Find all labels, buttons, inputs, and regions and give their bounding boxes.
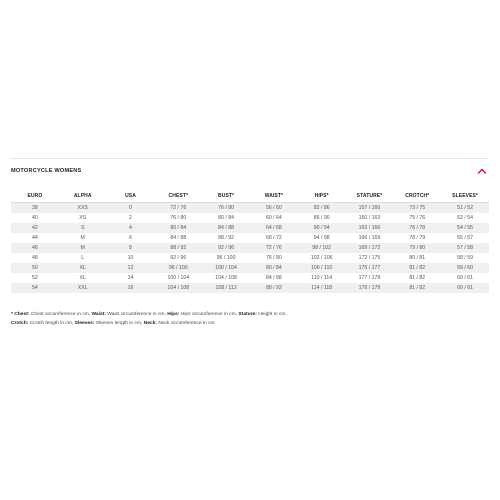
table-cell: S	[59, 223, 107, 233]
table-row	[11, 283, 489, 293]
table-row	[11, 203, 489, 214]
table-row	[11, 273, 489, 283]
footnote-definition: Crotch length in cm,	[28, 321, 75, 326]
table-cell: 76 / 80	[250, 253, 298, 263]
table-cell: 82 / 86	[298, 203, 346, 214]
table-cell: 92 / 96	[202, 243, 250, 253]
table-cell: 81 / 82	[393, 263, 441, 273]
table-cell: 80 / 84	[250, 263, 298, 273]
table-row	[11, 223, 489, 233]
table-cell: M	[59, 233, 107, 243]
table-cell: 90 / 94	[298, 223, 346, 233]
table-cell: 44	[11, 233, 59, 243]
section-title: MOTORCYCLE WOMENS	[11, 168, 82, 174]
table-cell: 60 / 64	[250, 213, 298, 223]
section-header[interactable]	[11, 166, 489, 178]
table-cell: 58 / 59	[441, 253, 489, 263]
table-cell: 56 / 60	[250, 203, 298, 214]
table-cell: 14	[107, 273, 155, 283]
table-cell: 106 / 110	[298, 263, 346, 273]
top-divider	[11, 158, 489, 159]
table-cell: XS	[59, 213, 107, 223]
column-header: ALPHA	[59, 190, 107, 203]
footnote-term: Stature:	[238, 312, 257, 317]
table-cell: 84 / 88	[154, 233, 202, 243]
table-cell: 79 / 80	[393, 243, 441, 253]
table-cell: 108 / 112	[202, 283, 250, 293]
footnote-term: Sleeves:	[74, 321, 95, 326]
table-cell: 175 / 177	[346, 263, 394, 273]
table-cell: 54	[11, 283, 59, 293]
table-cell: 177 / 178	[346, 273, 394, 283]
table-cell: 94 / 98	[298, 233, 346, 243]
table-cell: XL	[59, 263, 107, 273]
table-cell: 163 / 166	[346, 223, 394, 233]
table-cell: 50	[11, 263, 59, 273]
table-cell: 76 / 78	[393, 223, 441, 233]
table-cell: 172 / 175	[346, 253, 394, 263]
table-cell: 52 / 54	[441, 213, 489, 223]
table-row	[11, 233, 489, 243]
table-cell: 8	[107, 243, 155, 253]
table-cell: 52	[11, 273, 59, 283]
table-cell: 76 / 80	[154, 213, 202, 223]
table-cell: 100 / 104	[202, 263, 250, 273]
column-header: EURO	[11, 190, 59, 203]
column-header: HIPS*	[298, 190, 346, 203]
table-cell: 55 / 57	[441, 233, 489, 243]
table-row	[11, 213, 489, 223]
column-header: CROTCH*	[393, 190, 441, 203]
table-cell: 84 / 88	[250, 273, 298, 283]
table-cell: 10	[107, 253, 155, 263]
table-cell: 12	[107, 263, 155, 273]
table-cell: 6	[107, 233, 155, 243]
size-table	[11, 190, 489, 293]
footnote	[11, 310, 489, 328]
table-cell: 81 / 82	[393, 273, 441, 283]
table-cell: 40	[11, 213, 59, 223]
footnote-definition: Sleeves length in cm,	[94, 321, 144, 326]
footnote-term: Waist:	[91, 312, 106, 317]
table-cell: 84 / 88	[202, 223, 250, 233]
table-cell: 42	[11, 223, 59, 233]
table-cell: 59 / 60	[441, 263, 489, 273]
column-header: CHEST*	[154, 190, 202, 203]
table-cell: 4	[107, 223, 155, 233]
footnote-definition: Chest circumference in cm,	[29, 312, 92, 317]
table-cell: 51 / 52	[441, 203, 489, 214]
chevron-up-icon[interactable]	[477, 167, 487, 175]
footnote-definition: Hips circumference in cm,	[179, 312, 239, 317]
table-row	[11, 243, 489, 253]
footnote-term: * Chest:	[11, 312, 30, 317]
table-cell: 64 / 68	[250, 223, 298, 233]
table-row	[11, 253, 489, 263]
footnote-line-1	[11, 310, 489, 319]
table-cell: 0	[107, 203, 155, 214]
table-cell: 160 / 163	[346, 213, 394, 223]
table-cell: 57 / 58	[441, 243, 489, 253]
table-cell: 96 / 100	[202, 253, 250, 263]
table-cell: 96 / 100	[154, 263, 202, 273]
footnote-definition: Height in cm,	[256, 312, 287, 317]
table-cell: 88 / 92	[154, 243, 202, 253]
footnote-line-2	[11, 319, 489, 328]
footnote-definition: Neck circumference in cm	[157, 321, 215, 326]
table-cell: 169 / 172	[346, 243, 394, 253]
table-cell: 98 / 102	[298, 243, 346, 253]
table-cell: 104 / 108	[202, 273, 250, 283]
table-cell: 80 / 84	[154, 223, 202, 233]
table-cell: 60 / 61	[441, 273, 489, 283]
table-cell: 54 / 55	[441, 223, 489, 233]
table-cell: 92 / 96	[154, 253, 202, 263]
table-cell: XXL	[59, 283, 107, 293]
table-cell: 76 / 80	[202, 203, 250, 214]
table-cell: 166 / 169	[346, 233, 394, 243]
table-cell: 75 / 76	[393, 213, 441, 223]
table-cell: 48	[11, 253, 59, 263]
table-cell: 60 / 61	[441, 283, 489, 293]
table-cell: 178 / 179	[346, 283, 394, 293]
table-cell: 110 / 114	[298, 273, 346, 283]
footnote-term: Hips:	[167, 312, 180, 317]
table-cell: 46	[11, 243, 59, 253]
column-header: USA	[107, 190, 155, 203]
table-cell: L	[59, 253, 107, 263]
table-cell: 16	[107, 283, 155, 293]
column-header: WAIST*	[250, 190, 298, 203]
table-cell: 86 / 90	[298, 213, 346, 223]
table-cell: 80 / 84	[202, 213, 250, 223]
table-cell: 81 / 82	[393, 283, 441, 293]
table-cell: 104 / 108	[154, 283, 202, 293]
table-cell: 157 / 160	[346, 203, 394, 214]
table-cell: 80 / 81	[393, 253, 441, 263]
table-cell: XL	[59, 273, 107, 283]
table-cell: 38	[11, 203, 59, 214]
footnote-term: Crotch:	[11, 321, 29, 326]
column-header: SLEEVES*	[441, 190, 489, 203]
table-cell: 72 / 76	[154, 203, 202, 214]
table-header-row	[11, 190, 489, 203]
column-header: STATURE*	[346, 190, 394, 203]
table-cell: 73 / 75	[393, 203, 441, 214]
table-cell: 78 / 79	[393, 233, 441, 243]
table-cell: 72 / 76	[250, 243, 298, 253]
table-cell: 102 / 106	[298, 253, 346, 263]
footnote-definition: Waist circumference in cm,	[105, 312, 168, 317]
table-cell: M	[59, 243, 107, 253]
column-header: BUST*	[202, 190, 250, 203]
table-cell: 2	[107, 213, 155, 223]
table-cell: 68 / 72	[250, 233, 298, 243]
footnote-term: Neck:	[143, 321, 157, 326]
table-cell: 114 / 118	[298, 283, 346, 293]
table-cell: 100 / 104	[154, 273, 202, 283]
table-cell: 88 / 92	[250, 283, 298, 293]
table-body	[11, 203, 489, 294]
table-cell: 88 / 92	[202, 233, 250, 243]
table-row	[11, 263, 489, 273]
table-cell: XXS	[59, 203, 107, 214]
